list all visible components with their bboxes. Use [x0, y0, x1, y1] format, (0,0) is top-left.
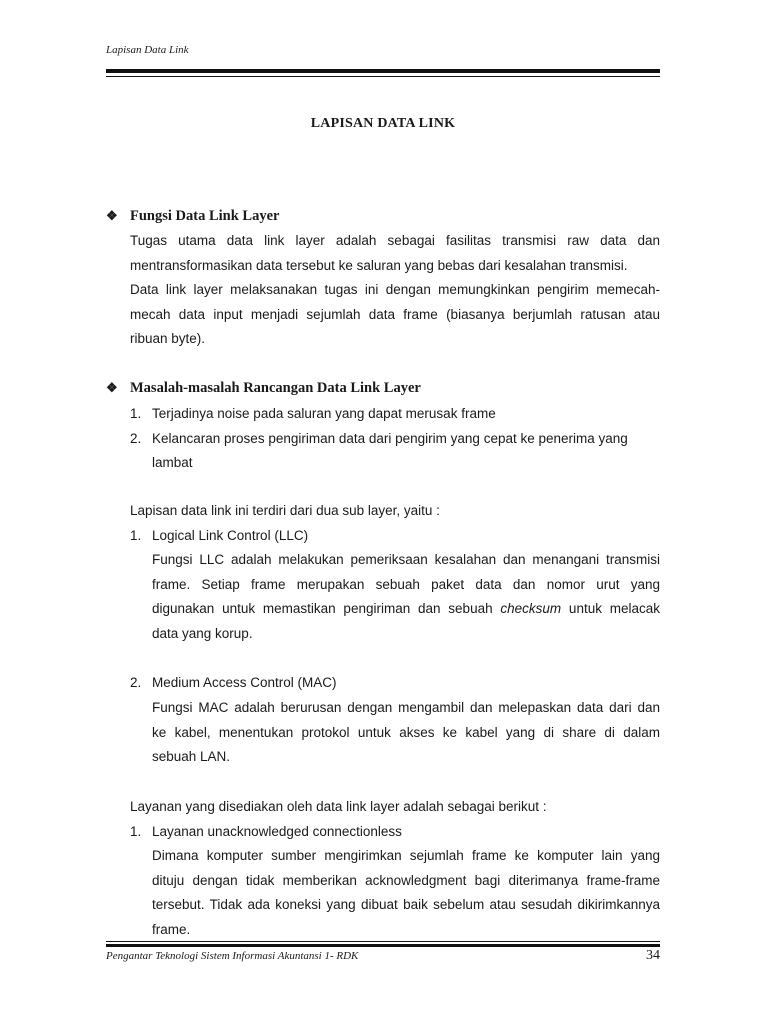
- text-segment: untuk melacak: [561, 601, 661, 616]
- list-number: 1.: [130, 824, 142, 839]
- paragraph-line: frame. Setiap frame merupakan sebuah paket data dan nomor urut yang: [152, 576, 660, 592]
- list-number: 2.: [130, 675, 142, 690]
- list-item-text: Kelancaran proses pengiriman data dari pengirim yang cepat ke penerima yang: [152, 431, 628, 446]
- footer-rule-thick: [106, 944, 660, 947]
- services-intro: [130, 795, 660, 820]
- paragraph-line: Lapisan data link ini terdiri dari dua sub layer, yaitu :: [130, 503, 440, 518]
- header-rule-thick: [106, 69, 660, 73]
- list-item-continuation: [152, 451, 660, 476]
- paragraph-line: frame.: [152, 921, 191, 937]
- footer-rule-thin: [106, 941, 660, 942]
- paragraph-line: data yang korup.: [152, 625, 253, 641]
- list-item-service: [130, 820, 660, 844]
- paragraph-line: lambat: [152, 455, 193, 470]
- llc-description: [152, 548, 660, 646]
- list-number: 1.: [130, 406, 142, 421]
- diamond-bullet-icon: ❖: [106, 208, 118, 223]
- paragraph-line: ribuan byte).: [130, 331, 206, 346]
- list-item: [130, 427, 660, 451]
- paragraph-line: dituju dengan tidak memberikan acknowledgment bagi diterimanya frame-frame: [152, 872, 660, 888]
- section-heading-fungsi: [106, 206, 666, 226]
- mac-description: [152, 696, 660, 770]
- emphasis-checksum: checksum: [500, 601, 562, 616]
- text-segment: digunakan untuk memastikan pengiriman dan sebuah: [152, 601, 501, 616]
- paragraph-line: tersebut. Tidak ada koneksi yang dibuat baik sebelum atau sesudah dikirimkannya: [152, 897, 660, 912]
- paragraph-line: ke kabel, menentukan protokol untuk akses ke kabel yang di share di dalam: [152, 724, 660, 740]
- paragraph-line: Fungsi LLC adalah melakukan pemeriksaan kesalahan dan menangani transmisi: [152, 552, 660, 567]
- diamond-bullet-icon: ❖: [106, 380, 118, 395]
- header-rule-thin: [106, 76, 660, 77]
- paragraph-line: Layanan yang disediakan oleh data link layer adalah sebagai berikut :: [130, 799, 547, 814]
- page-title: LAPISAN DATA LINK: [310, 116, 456, 131]
- section-heading-masalah: [106, 378, 666, 398]
- paragraph-line: Fungsi MAC adalah berurusan dengan mengambil dan melepaskan data dari dan: [152, 700, 660, 715]
- paragraph-line: mentransformasikan data tersebut ke saluran yang bebas dari kesalahan transmisi.: [130, 257, 628, 273]
- paragraph-line: mecah data input menjadi sejumlah data frame (biasanya berjumlah ratusan atau: [130, 306, 660, 322]
- section-heading-text: Fungsi Data Link Layer: [130, 207, 280, 224]
- section-heading-text: Masalah-masalah Rancangan Data Link Layer: [130, 379, 421, 396]
- list-number: 2.: [130, 431, 142, 446]
- list-item-title: Layanan unacknowledged connectionless: [152, 824, 402, 839]
- paragraph-line: Data link layer melaksanakan tugas ini dengan memungkinkan pengirim memecah-: [130, 282, 660, 297]
- list-item-title: Medium Access Control (MAC): [152, 675, 337, 690]
- service-description: [152, 844, 660, 942]
- paragraph-line: [152, 597, 660, 622]
- footer-course-title: Pengantar Teknologi Sistem Informasi Akuntansi 1- RDK: [106, 950, 359, 962]
- list-item-llc: [130, 524, 660, 548]
- list-item-text: Terjadinya noise pada saluran yang dapat merusak frame: [152, 406, 496, 421]
- paragraph-line: sebuah LAN.: [152, 749, 231, 764]
- page-number: 34: [646, 948, 660, 963]
- paragraph-line: Dimana komputer sumber mengirimkan sejumlah frame ke komputer lain yang: [152, 848, 660, 863]
- paragraph-line: Tugas utama data link layer adalah sebagai fasilitas transmisi raw data dan: [130, 233, 660, 248]
- list-item-title: Logical Link Control (LLC): [152, 528, 309, 543]
- section1-paragraph: [130, 229, 660, 352]
- list-item: [130, 402, 660, 426]
- list-item-mac: [130, 671, 660, 695]
- sublayers-intro: [130, 499, 660, 524]
- list-number: 1.: [130, 528, 142, 543]
- running-header: Lapisan Data Link: [106, 44, 189, 56]
